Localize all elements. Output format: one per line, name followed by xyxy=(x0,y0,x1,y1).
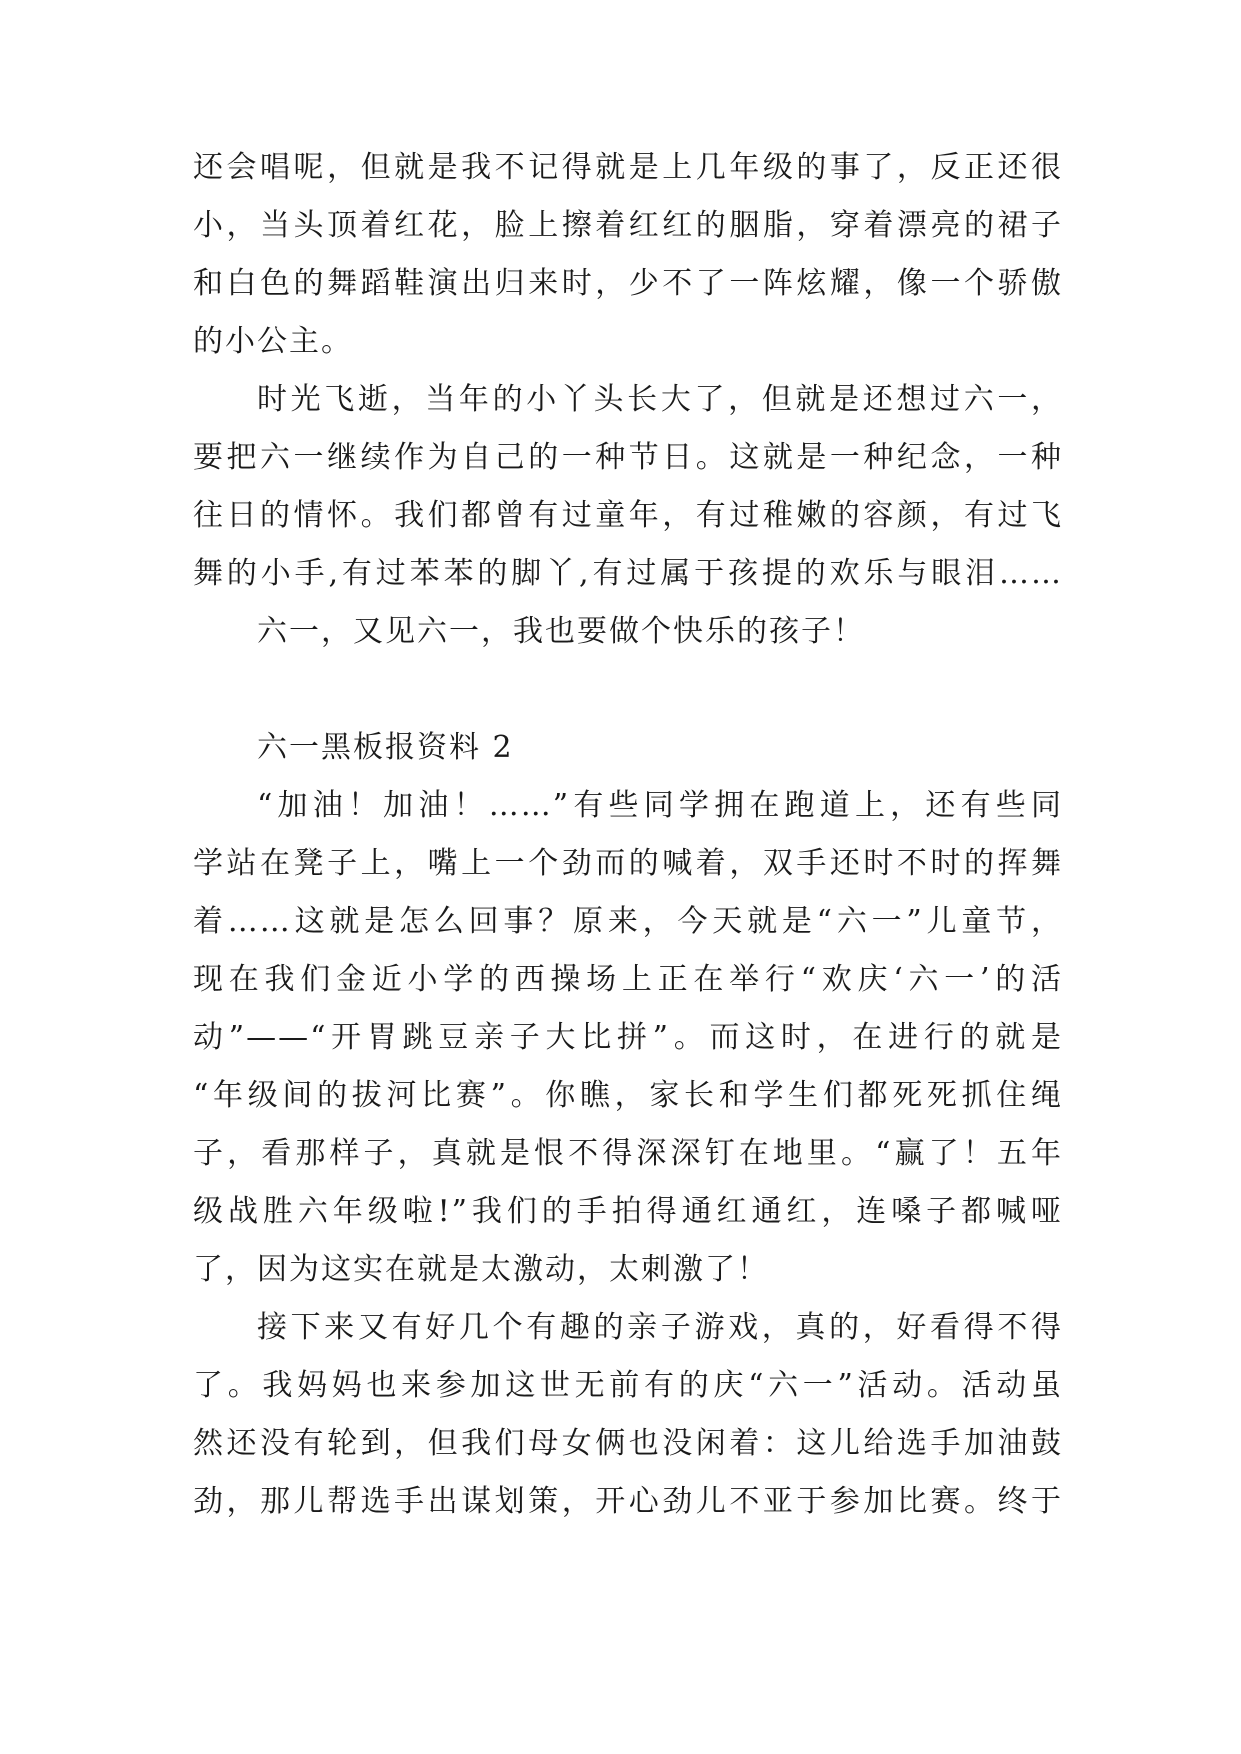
text-line: 了，因为这实在就是太激动，太刺激了！ xyxy=(193,1252,769,1287)
paragraph-first-line: 时光飞逝，当年的小丫头长大了，但就是还想过六一， xyxy=(257,382,1063,417)
text-line: 和白色的舞蹈鞋演出归来时，少不了一阵炫耀，像一个骄傲 xyxy=(193,266,1063,301)
paragraph-first-line: 六一，又见六一，我也要做个快乐的孩子！ xyxy=(257,614,865,649)
text-line: 还会唱呢，但就是我不记得就是上几年级的事了，反正还很 xyxy=(193,150,1063,185)
text-line: 小，当头顶着红花，脸上擦着红红的胭脂，穿着漂亮的裙子 xyxy=(193,208,1063,243)
text-line: 然还没有轮到，但我们母女俩也没闲着：这儿给选手加油鼓 xyxy=(193,1426,1063,1461)
text-line: 子，看那样子，真就是恨不得深深钉在地里。“赢了！五年 xyxy=(193,1136,1063,1171)
section-heading: 六一黑板报资料 2 xyxy=(257,730,514,765)
text-line: 现在我们金近小学的西操场上正在举行“欢庆‘六一’的活 xyxy=(193,962,1063,997)
text-line: 往日的情怀。我们都曾有过童年，有过稚嫩的容颜，有过飞 xyxy=(193,498,1063,533)
paragraph-first-line: “加油！加油！……”有些同学拥在跑道上，还有些同 xyxy=(257,788,1063,823)
text-line: 舞的小手,有过苯苯的脚丫,有过属于孩提的欢乐与眼泪…… xyxy=(193,556,1063,591)
text-line: 要把六一继续作为自己的一种节日。这就是一种纪念，一种 xyxy=(193,440,1063,475)
text-line: 的小公主。 xyxy=(193,324,353,359)
text-line: 着……这就是怎么回事？原来，今天就是“六一”儿童节， xyxy=(193,904,1063,939)
text-line: 了。我妈妈也来参加这世无前有的庆“六一”活动。活动虽 xyxy=(193,1368,1063,1403)
text-line: 动”——“开胃跳豆亲子大比拼”。而这时，在进行的就是 xyxy=(193,1020,1063,1055)
paragraph-first-line: 接下来又有好几个有趣的亲子游戏，真的，好看得不得 xyxy=(257,1310,1063,1345)
text-line: “年级间的拔河比赛”。你瞧，家长和学生们都死死抓住绳 xyxy=(193,1078,1063,1113)
text-line: 学站在凳子上，嘴上一个劲而的喊着，双手还时不时的挥舞 xyxy=(193,846,1063,881)
text-line: 级战胜六年级啦!”我们的手拍得通红通红，连嗓子都喊哑 xyxy=(193,1194,1063,1229)
text-line: 劲，那儿帮选手出谋划策，开心劲儿不亚于参加比赛。终于 xyxy=(193,1484,1063,1519)
